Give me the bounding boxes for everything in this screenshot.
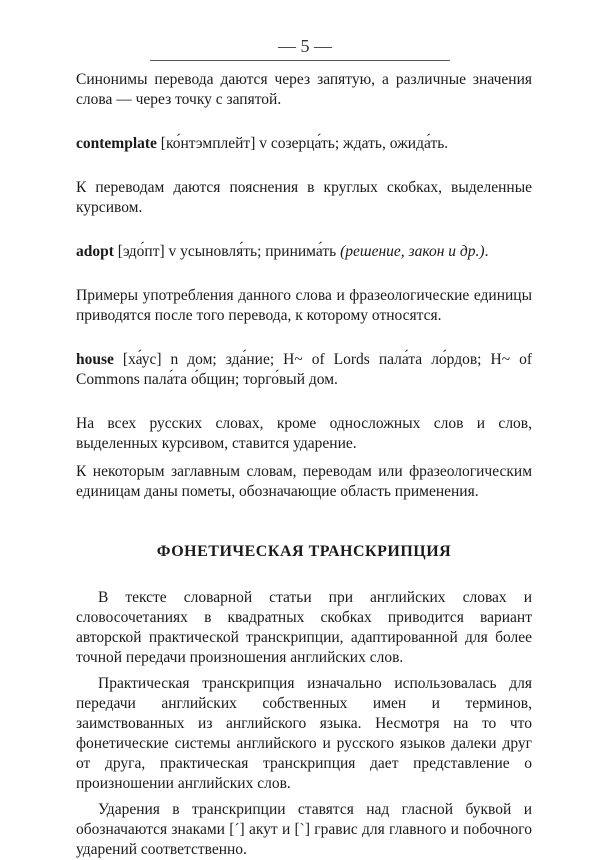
entry-body: [ха́ус] n дом; зда́ние; H~ of Lords пала́та ло́рдов; H~ of Commons пала́та о́бщин; торго́вый дом. bbox=[76, 351, 532, 388]
section-paragraph-1: В тексте словарной статьи при английских словах и словосочетаниях в квадратных скобках приводится вариант авторской практической транскрипции, адаптированной для более точной передачи произношения английских слов. bbox=[76, 589, 532, 666]
paragraph-synonyms: Синонимы перевода даются через запятую, а различные значения слова — через точку с запятой. bbox=[76, 71, 532, 108]
dictionary-entry-adopt bbox=[76, 242, 532, 262]
headword: house bbox=[76, 351, 114, 368]
paragraph-stress: На всех русских словах, кроме односложных слов и слов, выделенных курсивом, ставится ударение. bbox=[76, 415, 532, 452]
paragraph-labels: К некоторым заглавным словам, переводам или фразеологическим единицам даны пометы, обозначающие область применения. bbox=[76, 463, 532, 500]
page-number: — 5 — bbox=[278, 36, 332, 56]
entry-end: . bbox=[484, 243, 489, 260]
section-paragraph-3: Ударения в транскрипции ставятся над гласной буквой и обозначаются знаками [´] акут и [`] гравис для главного и побочного ударений соответственно. bbox=[76, 801, 532, 858]
paragraph-explanations: К переводам даются пояснения в круглых скобках, выделенные курсивом. bbox=[76, 179, 532, 216]
headword: adopt bbox=[76, 243, 114, 260]
section-title: ФОНЕТИЧЕСКАЯ ТРАНСКРИПЦИЯ bbox=[156, 543, 452, 560]
section-paragraph-2: Практическая транскрипция изначально использовалась для передачи английских собственных имен и терминов, заимствованных из английского языка. Несмотря на то что фонетические системы английского и русского языков далеки друг от друга, практическая транскрипция дает представление о произношении английских слов. bbox=[76, 675, 532, 792]
page-content bbox=[76, 70, 532, 860]
dictionary-entry-contemplate bbox=[76, 134, 532, 154]
entry-body: [эдо́пт] v усыновля́ть; принима́ть bbox=[113, 243, 341, 260]
entry-body: [ко́нтэмплейт] v созерца́ть; ждать, ожида́ть. bbox=[156, 135, 449, 152]
dictionary-entry-house bbox=[76, 350, 532, 390]
header-divider bbox=[150, 60, 450, 61]
paragraph-examples: Примеры употребления данного слова и фразеологические единицы приводятся после того перевода, к которому относятся. bbox=[76, 287, 532, 324]
headword: contemplate bbox=[76, 135, 157, 152]
entry-italic-note: (решение, закон и др.) bbox=[340, 243, 485, 260]
